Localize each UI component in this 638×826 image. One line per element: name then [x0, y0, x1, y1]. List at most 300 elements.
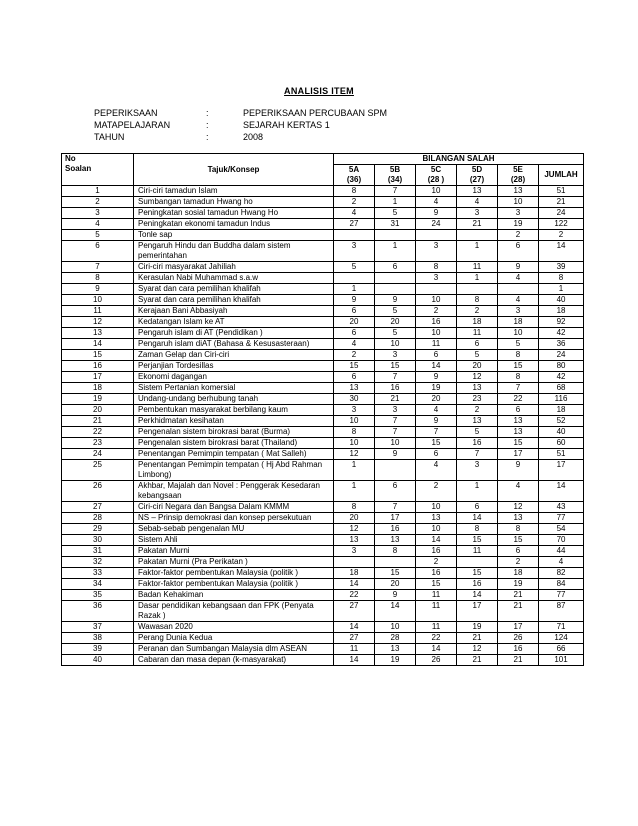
- cell-salah: 5: [334, 262, 375, 273]
- cell-no: 30: [62, 535, 134, 546]
- cell-no: 12: [62, 317, 134, 328]
- cell-salah: 21: [498, 590, 539, 601]
- cell-salah: [375, 557, 416, 568]
- cell-salah: 18: [498, 317, 539, 328]
- cell-tajuk: Pengaruh islam diAT (Bahasa & Kesusasteraan): [134, 339, 334, 350]
- cell-tajuk: Tonle sap: [134, 230, 334, 241]
- cell-tajuk: Pakatan Murni: [134, 546, 334, 557]
- table-row: [62, 219, 584, 230]
- cell-jumlah: 87: [539, 601, 584, 622]
- header-tajuk: Tajuk/Konsep: [134, 154, 334, 186]
- cell-salah: [498, 284, 539, 295]
- class-count: (28): [510, 175, 526, 184]
- cell-tajuk: Sumbangan tamadun Hwang ho: [134, 197, 334, 208]
- cell-salah: 13: [457, 383, 498, 394]
- cell-salah: 16: [416, 317, 457, 328]
- cell-salah: 20: [416, 394, 457, 405]
- cell-salah: 10: [498, 197, 539, 208]
- cell-tajuk: Akhbar, Majalah dan Novel : Penggerak Kesedaran kebangsaan: [134, 481, 334, 502]
- cell-no: 33: [62, 568, 134, 579]
- cell-jumlah: 36: [539, 339, 584, 350]
- cell-salah: 1: [334, 460, 375, 481]
- table-row: [62, 350, 584, 361]
- meta-key: PEPERIKSAAN: [94, 108, 158, 118]
- cell-salah: 9: [375, 449, 416, 460]
- cell-no: 3: [62, 208, 134, 219]
- cell-salah: 14: [416, 535, 457, 546]
- class-name: 5E: [513, 165, 523, 174]
- cell-salah: 20: [457, 361, 498, 372]
- meta-value: 2008: [243, 132, 264, 142]
- cell-salah: 15: [416, 438, 457, 449]
- cell-salah: [375, 460, 416, 481]
- cell-tajuk: Cabaran dan masa depan (k-masyarakat): [134, 655, 334, 666]
- cell-salah: 12: [457, 372, 498, 383]
- cell-no: 15: [62, 350, 134, 361]
- cell-jumlah: 1: [539, 284, 584, 295]
- cell-salah: 14: [416, 361, 457, 372]
- cell-salah: 4: [334, 208, 375, 219]
- cell-salah: 26: [498, 633, 539, 644]
- cell-salah: 10: [375, 438, 416, 449]
- cell-salah: 12: [457, 644, 498, 655]
- header-class-5c: [416, 165, 457, 186]
- cell-tajuk: Faktor-faktor pembentukan Malaysia (politik ): [134, 579, 334, 590]
- cell-salah: 13: [498, 186, 539, 197]
- cell-salah: 9: [498, 460, 539, 481]
- cell-salah: 14: [457, 513, 498, 524]
- cell-no: 2: [62, 197, 134, 208]
- cell-salah: 2: [416, 481, 457, 502]
- cell-jumlah: 116: [539, 394, 584, 405]
- header-class-5b: [375, 165, 416, 186]
- class-name: 5B: [389, 165, 401, 174]
- cell-salah: 11: [416, 590, 457, 601]
- cell-salah: 1: [457, 273, 498, 284]
- class-name: 5C: [430, 165, 442, 174]
- cell-tajuk: Kerajaan Bani Abbasiyah: [134, 306, 334, 317]
- table-row: [62, 502, 584, 513]
- cell-salah: 10: [416, 295, 457, 306]
- cell-salah: 16: [416, 568, 457, 579]
- meta-colon: :: [206, 108, 209, 118]
- cell-no: 10: [62, 295, 134, 306]
- cell-no: 16: [62, 361, 134, 372]
- cell-tajuk: Pengenalan sistem birokrasi barat (Thailand): [134, 438, 334, 449]
- cell-salah: 22: [416, 633, 457, 644]
- cell-salah: 6: [498, 546, 539, 557]
- cell-salah: 12: [334, 449, 375, 460]
- table-row: [62, 405, 584, 416]
- cell-salah: 8: [375, 546, 416, 557]
- cell-no: 35: [62, 590, 134, 601]
- cell-jumlah: 8: [539, 273, 584, 284]
- cell-tajuk: Penentangan Pemimpin tempatan ( Hj Abd Rahman Limbong): [134, 460, 334, 481]
- cell-tajuk: Kerasulan Nabi Muhammad s.a.w: [134, 273, 334, 284]
- cell-salah: 16: [457, 579, 498, 590]
- cell-salah: 4: [416, 405, 457, 416]
- cell-salah: 3: [334, 546, 375, 557]
- cell-jumlah: 17: [539, 460, 584, 481]
- table-row: [62, 273, 584, 284]
- cell-salah: 13: [334, 383, 375, 394]
- class-count: (36): [346, 175, 362, 184]
- header-no-soalan: [62, 154, 134, 186]
- cell-jumlah: 4: [539, 557, 584, 568]
- cell-salah: 13: [375, 644, 416, 655]
- class-count: (34): [387, 175, 403, 184]
- meta-colon: :: [206, 120, 209, 130]
- cell-salah: 27: [334, 219, 375, 230]
- cell-salah: 17: [498, 449, 539, 460]
- cell-salah: 9: [375, 590, 416, 601]
- cell-jumlah: 82: [539, 568, 584, 579]
- cell-salah: [457, 230, 498, 241]
- cell-tajuk: Peningkatan sosial tamadun Hwang Ho: [134, 208, 334, 219]
- cell-salah: 3: [498, 208, 539, 219]
- cell-no: 24: [62, 449, 134, 460]
- cell-no: 39: [62, 644, 134, 655]
- cell-no: 1: [62, 186, 134, 197]
- cell-salah: 6: [498, 405, 539, 416]
- table-row: [62, 197, 584, 208]
- cell-salah: 8: [457, 295, 498, 306]
- cell-salah: [416, 284, 457, 295]
- cell-salah: 26: [416, 655, 457, 666]
- cell-no: 23: [62, 438, 134, 449]
- cell-salah: 22: [334, 590, 375, 601]
- cell-salah: 16: [498, 644, 539, 655]
- cell-no: 26: [62, 481, 134, 502]
- cell-tajuk: Pengenalan sistem birokrasi barat (Burma): [134, 427, 334, 438]
- cell-salah: 4: [498, 295, 539, 306]
- cell-salah: 11: [457, 328, 498, 339]
- cell-tajuk: Ciri-ciri Negara dan Bangsa Dalam KMMM: [134, 502, 334, 513]
- cell-tajuk: Perkhidmatan kesihatan: [134, 416, 334, 427]
- cell-salah: 15: [457, 535, 498, 546]
- cell-salah: [375, 230, 416, 241]
- cell-salah: 13: [416, 513, 457, 524]
- class-count: (28 ): [427, 175, 445, 184]
- cell-tajuk: Faktor-faktor pembentukan Malaysia (politik ): [134, 568, 334, 579]
- cell-tajuk: Perjanjian Tordesillas: [134, 361, 334, 372]
- cell-salah: 7: [416, 427, 457, 438]
- cell-salah: 28: [375, 633, 416, 644]
- cell-salah: 1: [334, 481, 375, 502]
- header-jumlah: JUMLAH: [539, 165, 584, 186]
- cell-tajuk: Wawasan 2020: [134, 622, 334, 633]
- table-row: [62, 372, 584, 383]
- cell-salah: 3: [457, 208, 498, 219]
- item-analysis-table: [61, 153, 584, 666]
- cell-no: 21: [62, 416, 134, 427]
- cell-salah: 6: [416, 350, 457, 361]
- cell-jumlah: 18: [539, 405, 584, 416]
- cell-jumlah: 43: [539, 502, 584, 513]
- cell-salah: 15: [498, 535, 539, 546]
- cell-jumlah: 14: [539, 241, 584, 262]
- table-row: [62, 427, 584, 438]
- cell-salah: 17: [375, 513, 416, 524]
- cell-salah: 11: [416, 601, 457, 622]
- cell-salah: 6: [457, 502, 498, 513]
- cell-salah: 14: [457, 590, 498, 601]
- cell-salah: 7: [498, 383, 539, 394]
- table-row: [62, 230, 584, 241]
- cell-salah: 8: [498, 350, 539, 361]
- cell-salah: 9: [416, 416, 457, 427]
- cell-jumlah: 80: [539, 361, 584, 372]
- cell-salah: 11: [416, 339, 457, 350]
- cell-salah: 6: [498, 241, 539, 262]
- cell-salah: 6: [457, 339, 498, 350]
- header-class-5d: [457, 165, 498, 186]
- cell-jumlah: 14: [539, 481, 584, 502]
- cell-salah: 3: [334, 241, 375, 262]
- cell-no: 11: [62, 306, 134, 317]
- cell-salah: 10: [334, 416, 375, 427]
- table-row: [62, 655, 584, 666]
- table-row: [62, 295, 584, 306]
- cell-jumlah: 60: [539, 438, 584, 449]
- table-row: [62, 416, 584, 427]
- table-row: [62, 339, 584, 350]
- cell-salah: 2: [334, 350, 375, 361]
- cell-jumlah: 122: [539, 219, 584, 230]
- cell-tajuk: Ciri-ciri masyarakat Jahiliah: [134, 262, 334, 273]
- cell-jumlah: 42: [539, 328, 584, 339]
- header-bilangan-salah: BILANGAN SALAH: [334, 154, 584, 165]
- class-name: 5A: [348, 165, 360, 174]
- cell-salah: 3: [334, 405, 375, 416]
- meta-colon: :: [206, 132, 209, 142]
- cell-salah: 10: [416, 186, 457, 197]
- cell-no: 22: [62, 427, 134, 438]
- cell-salah: 2: [416, 557, 457, 568]
- cell-tajuk: Dasar pendidikan kebangsaan dan FPK (Penyata Razak ): [134, 601, 334, 622]
- cell-salah: 16: [416, 546, 457, 557]
- cell-jumlah: 92: [539, 317, 584, 328]
- cell-salah: 10: [416, 524, 457, 535]
- cell-salah: 4: [498, 481, 539, 502]
- cell-no: 14: [62, 339, 134, 350]
- cell-salah: 24: [416, 219, 457, 230]
- cell-jumlah: 66: [539, 644, 584, 655]
- class-count: (27): [469, 175, 485, 184]
- cell-tajuk: Syarat dan cara pemilihan khalifah: [134, 295, 334, 306]
- cell-salah: 17: [457, 601, 498, 622]
- table-row: [62, 579, 584, 590]
- cell-no: 34: [62, 579, 134, 590]
- cell-salah: 3: [416, 273, 457, 284]
- cell-salah: 5: [457, 350, 498, 361]
- cell-jumlah: 42: [539, 372, 584, 383]
- cell-tajuk: Penentangan Pemimpin tempatan ( Mat Salleh): [134, 449, 334, 460]
- cell-salah: 14: [334, 579, 375, 590]
- cell-salah: 21: [457, 219, 498, 230]
- cell-salah: 6: [334, 328, 375, 339]
- cell-salah: 6: [334, 372, 375, 383]
- cell-salah: 1: [457, 241, 498, 262]
- cell-salah: 8: [416, 262, 457, 273]
- cell-no: 13: [62, 328, 134, 339]
- table-row: [62, 644, 584, 655]
- cell-salah: 19: [498, 579, 539, 590]
- cell-jumlah: 70: [539, 535, 584, 546]
- header-no: No: [65, 154, 76, 163]
- cell-salah: 6: [334, 306, 375, 317]
- cell-tajuk: Ciri-ciri tamadun Islam: [134, 186, 334, 197]
- cell-salah: 19: [375, 655, 416, 666]
- cell-tajuk: Sistem Pertanian komersial: [134, 383, 334, 394]
- cell-salah: 20: [334, 513, 375, 524]
- cell-salah: 9: [334, 295, 375, 306]
- table-row: [62, 601, 584, 622]
- cell-salah: 2: [457, 405, 498, 416]
- cell-no: 31: [62, 546, 134, 557]
- cell-salah: 13: [457, 186, 498, 197]
- cell-salah: 8: [334, 186, 375, 197]
- cell-tajuk: Sebab-sebab pengenalan MU: [134, 524, 334, 535]
- table-row: [62, 262, 584, 273]
- header-soalan: Soalan: [65, 164, 92, 173]
- cell-salah: 6: [375, 481, 416, 502]
- cell-salah: 15: [498, 361, 539, 372]
- table-row: [62, 394, 584, 405]
- cell-tajuk: Badan Kehakiman: [134, 590, 334, 601]
- cell-salah: 30: [334, 394, 375, 405]
- cell-jumlah: 24: [539, 208, 584, 219]
- cell-no: 4: [62, 219, 134, 230]
- cell-no: 19: [62, 394, 134, 405]
- meta-key: TAHUN: [94, 132, 125, 142]
- cell-jumlah: 21: [539, 197, 584, 208]
- cell-salah: 20: [375, 579, 416, 590]
- cell-tajuk: NS – Prinsip demokrasi dan konsep persekutuan: [134, 513, 334, 524]
- cell-salah: [375, 284, 416, 295]
- cell-salah: 13: [457, 416, 498, 427]
- cell-tajuk: Pengaruh Hindu dan Buddha dalam sistem pemerintahan: [134, 241, 334, 262]
- cell-salah: 5: [375, 306, 416, 317]
- cell-jumlah: 51: [539, 449, 584, 460]
- cell-salah: 15: [416, 579, 457, 590]
- cell-salah: 8: [334, 427, 375, 438]
- table-body: [62, 186, 584, 666]
- cell-no: 25: [62, 460, 134, 481]
- cell-salah: 2: [498, 230, 539, 241]
- cell-salah: 22: [498, 394, 539, 405]
- cell-salah: 10: [498, 328, 539, 339]
- cell-salah: 15: [457, 568, 498, 579]
- cell-salah: 2: [416, 306, 457, 317]
- cell-salah: 9: [416, 208, 457, 219]
- cell-salah: 13: [498, 513, 539, 524]
- cell-salah: [457, 557, 498, 568]
- cell-no: 40: [62, 655, 134, 666]
- header-class-5e: [498, 165, 539, 186]
- cell-tajuk: Syarat dan cara pemilihan khalifah: [134, 284, 334, 295]
- cell-salah: 27: [334, 633, 375, 644]
- cell-tajuk: Sistem Ahli: [134, 535, 334, 546]
- cell-salah: 18: [498, 568, 539, 579]
- cell-tajuk: Pengaruh islam di AT (Pendidikan ): [134, 328, 334, 339]
- cell-salah: 5: [375, 328, 416, 339]
- cell-no: 29: [62, 524, 134, 535]
- cell-jumlah: 68: [539, 383, 584, 394]
- cell-salah: [375, 273, 416, 284]
- cell-salah: 19: [416, 383, 457, 394]
- cell-salah: 9: [416, 372, 457, 383]
- cell-jumlah: 40: [539, 427, 584, 438]
- table-row: [62, 383, 584, 394]
- cell-salah: 11: [416, 622, 457, 633]
- cell-salah: 20: [375, 317, 416, 328]
- cell-tajuk: Ekonomi dagangan: [134, 372, 334, 383]
- table-row: [62, 186, 584, 197]
- cell-salah: 14: [334, 655, 375, 666]
- cell-salah: 3: [375, 405, 416, 416]
- cell-salah: 15: [334, 361, 375, 372]
- cell-no: 18: [62, 383, 134, 394]
- cell-salah: 10: [416, 502, 457, 513]
- cell-salah: 7: [375, 186, 416, 197]
- class-name: 5D: [471, 165, 483, 174]
- cell-salah: 11: [334, 644, 375, 655]
- cell-no: 28: [62, 513, 134, 524]
- cell-salah: 2: [498, 557, 539, 568]
- cell-salah: 3: [498, 306, 539, 317]
- table-row: [62, 317, 584, 328]
- cell-salah: 15: [375, 568, 416, 579]
- cell-no: 20: [62, 405, 134, 416]
- table-row: [62, 449, 584, 460]
- cell-jumlah: 101: [539, 655, 584, 666]
- table-row: [62, 481, 584, 502]
- cell-salah: 4: [498, 273, 539, 284]
- cell-salah: 21: [498, 655, 539, 666]
- cell-salah: 2: [334, 197, 375, 208]
- cell-salah: 31: [375, 219, 416, 230]
- table-row: [62, 524, 584, 535]
- cell-salah: [334, 557, 375, 568]
- table-row: [62, 361, 584, 372]
- cell-no: 7: [62, 262, 134, 273]
- table-row: [62, 568, 584, 579]
- cell-salah: [334, 230, 375, 241]
- cell-jumlah: 2: [539, 230, 584, 241]
- table-row: [62, 306, 584, 317]
- table-row: [62, 622, 584, 633]
- cell-salah: 3: [416, 241, 457, 262]
- cell-salah: 13: [334, 535, 375, 546]
- cell-tajuk: Pembentukan masyarakat berbilang kaum: [134, 405, 334, 416]
- cell-no: 6: [62, 241, 134, 262]
- cell-salah: 13: [498, 416, 539, 427]
- cell-salah: 18: [457, 317, 498, 328]
- cell-salah: 9: [375, 295, 416, 306]
- cell-salah: 2: [457, 306, 498, 317]
- cell-salah: 4: [416, 197, 457, 208]
- table-row: [62, 241, 584, 262]
- table-row: [62, 633, 584, 644]
- cell-salah: 8: [498, 524, 539, 535]
- cell-salah: 21: [457, 633, 498, 644]
- cell-salah: 12: [334, 524, 375, 535]
- cell-salah: 15: [498, 438, 539, 449]
- cell-tajuk: Pakatan Murni (Pra Perikatan ): [134, 557, 334, 568]
- cell-salah: 1: [334, 284, 375, 295]
- cell-salah: 19: [498, 219, 539, 230]
